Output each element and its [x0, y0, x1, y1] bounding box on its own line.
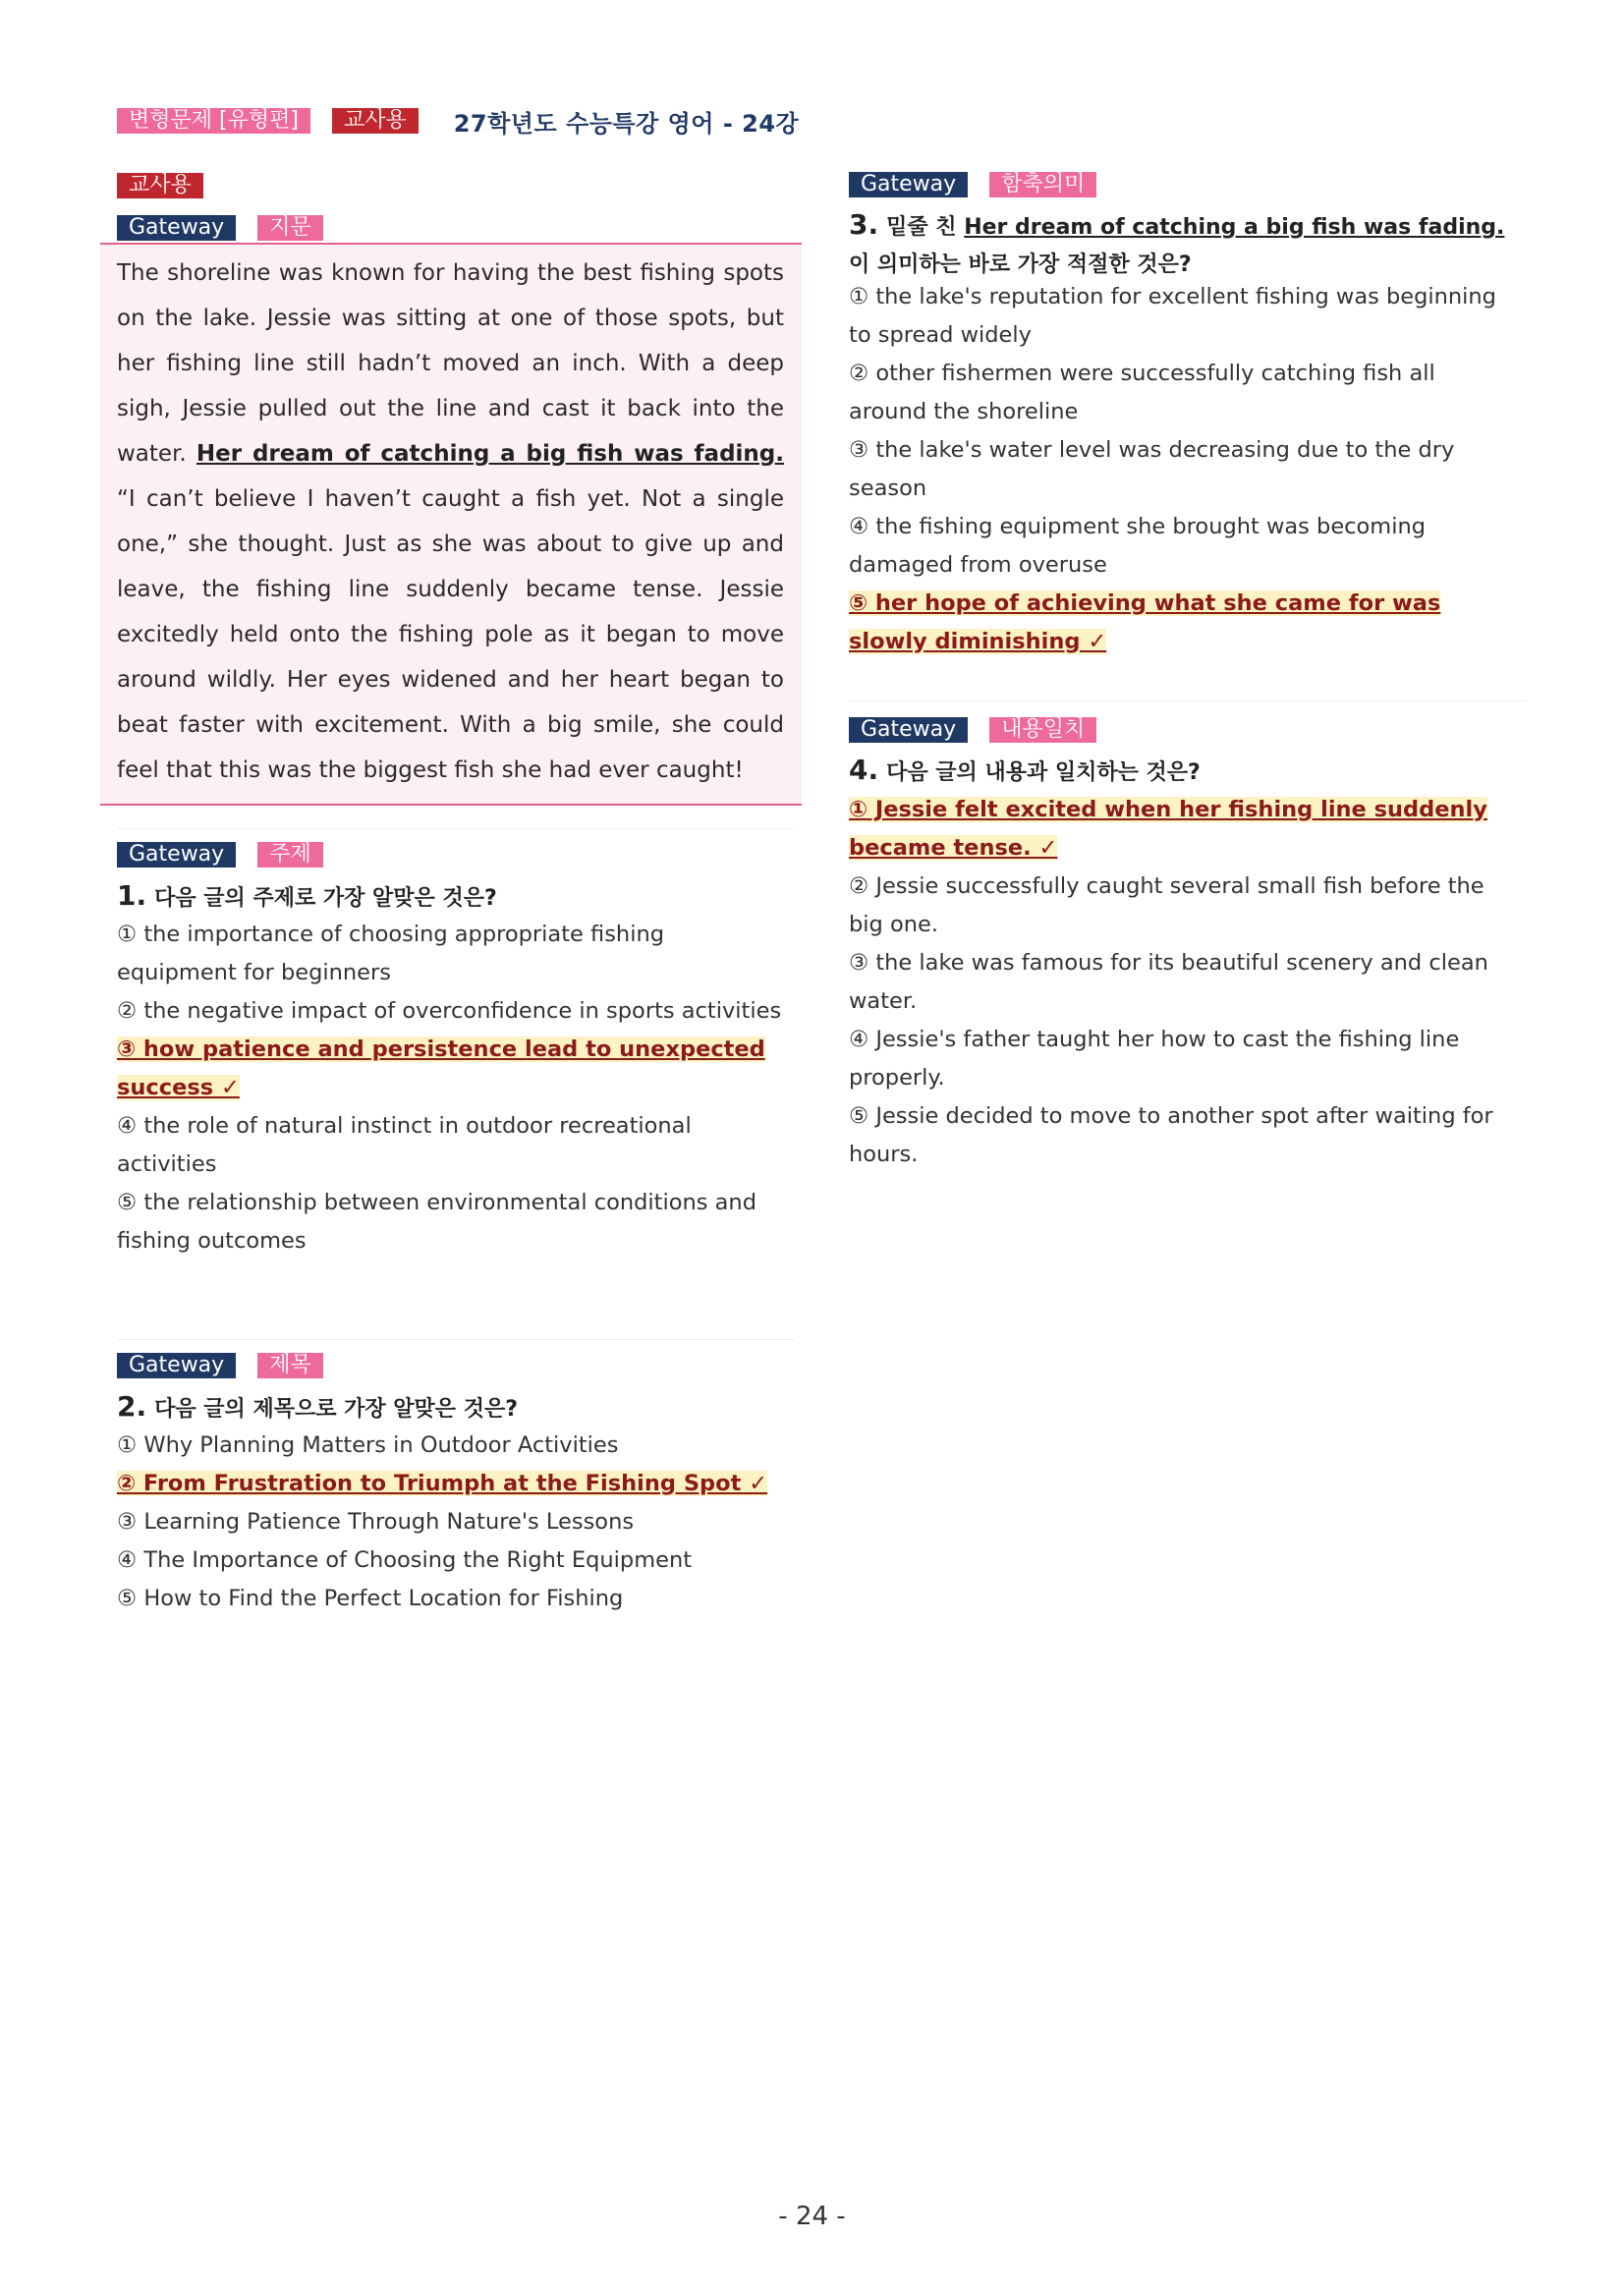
- question-number: 3.: [849, 208, 879, 241]
- option-3-correct[interactable]: [117, 1031, 785, 1107]
- question-text: 다음 글의 제목으로 가장 알맞은 것은?: [154, 1397, 518, 1422]
- q3-title: [849, 206, 1517, 284]
- q3-options: [849, 278, 1517, 661]
- q1-options: [117, 916, 785, 1260]
- option-2[interactable]: ② other fishermen were successfully catching fish all around the shoreline: [849, 361, 1435, 424]
- q2-label-row: [117, 1353, 323, 1378]
- page-title: 27학년도 수능특강 영어 - 24강: [453, 109, 800, 138]
- option-3[interactable]: ③ the lake's water level was decreasing due to the dry season: [849, 437, 1455, 501]
- q4-title: [849, 752, 1201, 792]
- question-prefix: 밑줄 친: [886, 215, 965, 240]
- passage-text-before: The shoreline was known for having the best fishing spots on the lake. Jessie was sitting at one of those spots, but her fishing line still hadn’t moved an inch. With a deep sigh, Jessie pulled out the line and cast it back into the water.: [117, 260, 784, 467]
- question-type-tag: 주제: [257, 842, 323, 868]
- q4-label-row: [849, 717, 1096, 743]
- question-underlined: Her dream of catching a big fish was fading.: [964, 215, 1505, 240]
- question-type-tag: 내용일치: [989, 717, 1096, 743]
- correct-answer-highlight: ⑤ her hope of achieving what she came for was slowly diminishing ✓: [849, 590, 1441, 654]
- option-1[interactable]: ① Why Planning Matters in Outdoor Activities: [117, 1432, 619, 1458]
- question-text: 다음 글의 주제로 가장 알맞은 것은?: [154, 886, 497, 911]
- option-2[interactable]: ② Jessie successfully caught several small fish before the big one.: [849, 873, 1484, 937]
- option-5[interactable]: ⑤ the relationship between environmental conditions and fishing outcomes: [117, 1190, 756, 1254]
- option-4[interactable]: ④ the fishing equipment she brought was becoming damaged from overuse: [849, 514, 1427, 578]
- gateway-tag: Gateway: [117, 215, 236, 241]
- correct-answer-highlight: ② From Frustration to Triumph at the Fishing Spot ✓: [117, 1471, 768, 1496]
- option-1[interactable]: ① the importance of choosing appropriate fishing equipment for beginners: [117, 922, 664, 985]
- divider: [849, 700, 1527, 701]
- option-3[interactable]: ③ the lake was famous for its beautiful scenery and clean water.: [849, 950, 1488, 1014]
- divider: [117, 828, 795, 829]
- q1-label-row: [117, 842, 323, 868]
- option-1[interactable]: ① the lake's reputation for excellent fishing was beginning to spread widely: [849, 284, 1496, 348]
- option-2-correct[interactable]: [117, 1465, 805, 1503]
- gateway-tag: Gateway: [849, 172, 968, 197]
- question-number: 2.: [117, 1390, 147, 1423]
- question-number: 4.: [849, 754, 879, 786]
- option-3[interactable]: ③ Learning Patience Through Nature's Lessons: [117, 1509, 635, 1535]
- gateway-tag: Gateway: [849, 717, 968, 743]
- option-5[interactable]: ⑤ Jessie decided to move to another spot after waiting for hours.: [849, 1103, 1493, 1167]
- teacher-tag: 교사용: [332, 108, 419, 134]
- option-5-correct[interactable]: [849, 585, 1517, 661]
- gateway-tag: Gateway: [117, 842, 236, 868]
- q2-title: [117, 1388, 518, 1428]
- teacher-label-row: [117, 173, 203, 198]
- passage-underlined-sentence: Her dream of catching a big fish was fading.: [196, 441, 784, 467]
- option-4[interactable]: ④ the role of natural instinct in outdoor recreational activities: [117, 1113, 692, 1177]
- divider: [117, 1339, 795, 1340]
- passage-text-after: “I can’t believe I haven’t caught a fish yet. Not a single one,” she thought. Just as she was about to give up and leave, the fishing line suddenly became tense. Jessie excitedly held onto the fishing pole as it began to move around wildly. Her eyes widened and her heart began to beat faster with excitement. With a big smile, she could feel that this was the biggest fish she had ever caught!: [117, 486, 784, 783]
- question-type-tag: 제목: [257, 1353, 323, 1378]
- correct-answer-highlight: ③ how patience and persistence lead to unexpected success ✓: [117, 1036, 765, 1100]
- gateway-tag: Gateway: [117, 1353, 236, 1378]
- passage-label-row: [117, 215, 323, 241]
- question-suffix: 이 의미하는 바로 가장 적절한 것은?: [849, 252, 1192, 277]
- option-5[interactable]: ⑤ How to Find the Perfect Location for Fishing: [117, 1586, 624, 1611]
- question-type-tag: 함축의미: [989, 172, 1096, 197]
- question-type-tag: 지문: [257, 215, 323, 241]
- option-1-correct[interactable]: [849, 791, 1517, 868]
- q1-title: [117, 877, 497, 918]
- teacher-tag: 교사용: [117, 173, 203, 198]
- correct-answer-highlight: ① Jessie felt excited when her fishing line suddenly became tense. ✓: [849, 797, 1487, 861]
- variant-type-tag: 변형문제 [유형편]: [117, 108, 310, 134]
- q3-label-row: [849, 172, 1096, 197]
- option-2[interactable]: ② the negative impact of overconfidence in sports activities: [117, 998, 782, 1024]
- page-number: - 24 -: [778, 2202, 846, 2231]
- option-4[interactable]: ④ The Importance of Choosing the Right Equipment: [117, 1547, 693, 1573]
- reading-passage: [100, 243, 802, 806]
- q4-options: [849, 791, 1517, 1174]
- q2-options: [117, 1427, 805, 1618]
- option-4[interactable]: ④ Jessie's father taught her how to cast the fishing line properly.: [849, 1027, 1460, 1091]
- question-number: 1.: [117, 879, 147, 912]
- question-text: 다음 글의 내용과 일치하는 것은?: [886, 760, 1201, 785]
- page-header: [117, 106, 799, 136]
